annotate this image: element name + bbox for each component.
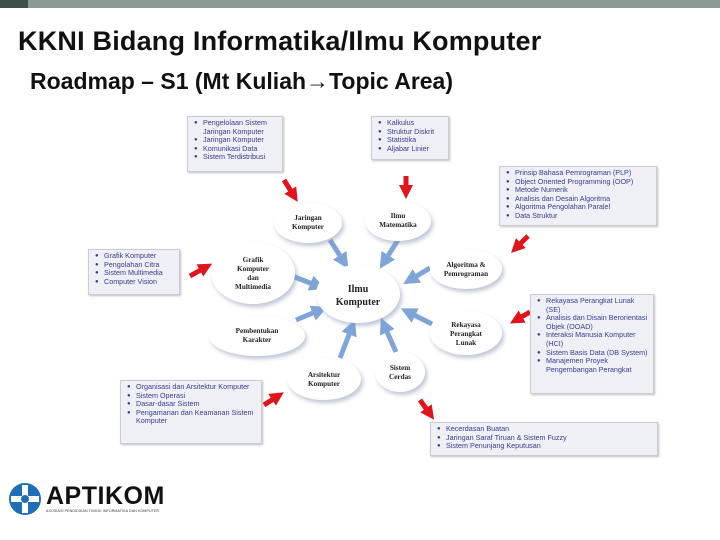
aptikom-logo-mark	[8, 482, 42, 516]
box-matematika-item: ● Statistika	[387, 136, 444, 145]
node-algoritma	[430, 249, 502, 289]
node-matematika-line2: Matematika	[379, 221, 417, 229]
node-arsitektur-line2: Komputer	[308, 380, 340, 388]
box-arsitektur	[120, 380, 262, 444]
page-title: KKNI Bidang Informatika/Ilmu Komputer	[18, 26, 542, 56]
red-arrow-jaringan	[284, 180, 294, 196]
node-cerdas-line1: Sistem	[389, 364, 411, 372]
box-rpl-item: ● Rekayasa Perangkat Lunak (SE)	[546, 297, 649, 314]
arrow-algoritma-to-center	[410, 268, 430, 280]
aptikom-logo	[8, 482, 184, 518]
node-cerdas	[375, 352, 425, 392]
red-arrow-arsitektur	[264, 396, 278, 405]
node-arsitektur-line1: Arsitektur	[307, 371, 341, 379]
arrow-matematika-to-center	[384, 240, 398, 262]
red-arrow-rpl	[516, 312, 530, 320]
box-grafik-item: ● Sistem Multimedia	[104, 269, 175, 278]
subtitle-left: Roadmap – S1 (Mt Kuliah	[30, 68, 307, 94]
node-matematika-line1: Ilmu	[390, 212, 406, 220]
node-center	[316, 265, 400, 323]
arrow-jaringan-to-center	[330, 240, 344, 262]
box-grafik	[88, 249, 180, 295]
node-grafik-line4: Multimedia	[235, 283, 271, 291]
node-rpl-line2: Perangkat	[450, 330, 482, 338]
box-matematika-item: ● Struktur Diskrit	[387, 128, 444, 137]
box-rpl-item: ● Sistem Basis Data (DB System)	[546, 349, 649, 358]
node-grafik-line2: Komputer	[237, 265, 269, 273]
box-algoritma	[499, 166, 657, 226]
node-karakter	[209, 316, 305, 356]
node-arsitektur	[287, 358, 361, 400]
box-arsitektur-item: ● Organisasi dan Arsitektur Komputer	[136, 383, 257, 392]
arrow-karakter-to-center	[296, 310, 320, 320]
node-algoritma-line2: Pemrograman	[443, 270, 489, 278]
box-cerdas-item: ● Sistem Penunjang Keputusan	[446, 442, 653, 451]
node-jaringan-line1: Jaringan	[294, 214, 322, 222]
arrow-rpl-to-center	[408, 312, 432, 324]
box-rpl-item: ● Analisis dan Disain Berorientasi Objek (OOAD)	[546, 314, 649, 331]
node-algoritma-line1: Algoritma &	[446, 261, 486, 269]
box-matematika-item: ● Kalkulus	[387, 119, 444, 128]
box-algoritma-item: ● Data Struktur	[515, 212, 652, 221]
box-algoritma-item: ● Analisis dan Desain Algoritma	[515, 195, 652, 204]
red-arrow-algoritma	[516, 236, 528, 248]
node-jaringan	[274, 203, 342, 243]
red-arrow-grafik	[190, 267, 206, 276]
node-karakter-line1: Pembentukan	[235, 327, 279, 335]
subtitle-arrow: →	[306, 68, 330, 94]
box-algoritma-item: ● Prinsip Bahasa Pemrograman (PLP)	[515, 169, 652, 178]
box-jaringan	[187, 116, 283, 172]
box-cerdas	[430, 422, 658, 456]
box-rpl-item: ● Manajemen Proyek Pengembangan Perangkat	[546, 357, 649, 374]
node-grafik	[211, 242, 295, 304]
box-grafik-item: ● Computer Vision	[104, 278, 175, 287]
box-matematika-item: ● Aljabar Linier	[387, 145, 444, 154]
box-cerdas-item: ● Kecerdasan Buatan	[446, 425, 653, 434]
box-grafik-item: ● Grafik Komputer	[104, 252, 175, 261]
box-algoritma-item: ● Metode Numerik	[515, 186, 652, 195]
box-grafik-item: ● Pengolahan Citra	[104, 261, 175, 270]
arrow-grafik-to-center	[292, 276, 318, 286]
node-rpl-line1: Rekayasa	[451, 321, 481, 329]
box-jaringan-item: ● Jaringan Komputer	[203, 136, 278, 145]
box-algoritma-item: ● Object Oriented Programming (OOP)	[515, 178, 652, 187]
logo-tagline: ASOSIASI PENDIDIKAN TINGGI INFORMATIKA DAN KOMPUTER	[46, 509, 160, 513]
box-rpl-item: ● Interaksi Manusia Komputer (HCI)	[546, 331, 649, 348]
logo-name: APTIKOM	[46, 482, 165, 510]
box-jaringan-item: ● Pengelolaan Sistem Jaringan Komputer	[203, 119, 278, 136]
box-jaringan-item: ● Sistem Terdistribusi	[203, 153, 278, 162]
arrow-arsitektur-to-center	[340, 327, 352, 358]
node-grafik-line3: dan	[247, 274, 259, 282]
arrow-cerdas-to-center	[384, 325, 396, 352]
node-matematika	[365, 201, 431, 241]
subtitle-right: Topic Area)	[329, 68, 454, 94]
node-rpl-line3: Lunak	[455, 339, 477, 347]
box-arsitektur-item: ● Sistem Operasi	[136, 392, 257, 401]
box-arsitektur-item: ● Pengamanan dan Keamanan Sistem Komputer	[136, 409, 257, 426]
box-cerdas-item: ● Jaringan Saraf Tiruan & Sistem Fuzzy	[446, 434, 653, 443]
node-grafik-line1: Grafik	[242, 256, 264, 264]
node-karakter-line2: Karakter	[242, 336, 272, 344]
box-matematika	[371, 116, 449, 160]
box-arsitektur-item: ● Dasar-dasar Sistem	[136, 400, 257, 409]
node-cerdas-line2: Cerdas	[389, 373, 411, 381]
node-rpl	[430, 311, 502, 355]
box-algoritma-item: ● Algoritma Pengolahan Paralel	[515, 203, 652, 212]
box-rpl	[530, 294, 654, 394]
box-jaringan-item: ● Komunikasi Data	[203, 145, 278, 154]
center-line1: Ilmu	[347, 284, 369, 295]
red-arrow-cerdas	[420, 400, 430, 414]
node-jaringan-line2: Komputer	[292, 223, 324, 231]
center-line2: Komputer	[335, 297, 381, 308]
